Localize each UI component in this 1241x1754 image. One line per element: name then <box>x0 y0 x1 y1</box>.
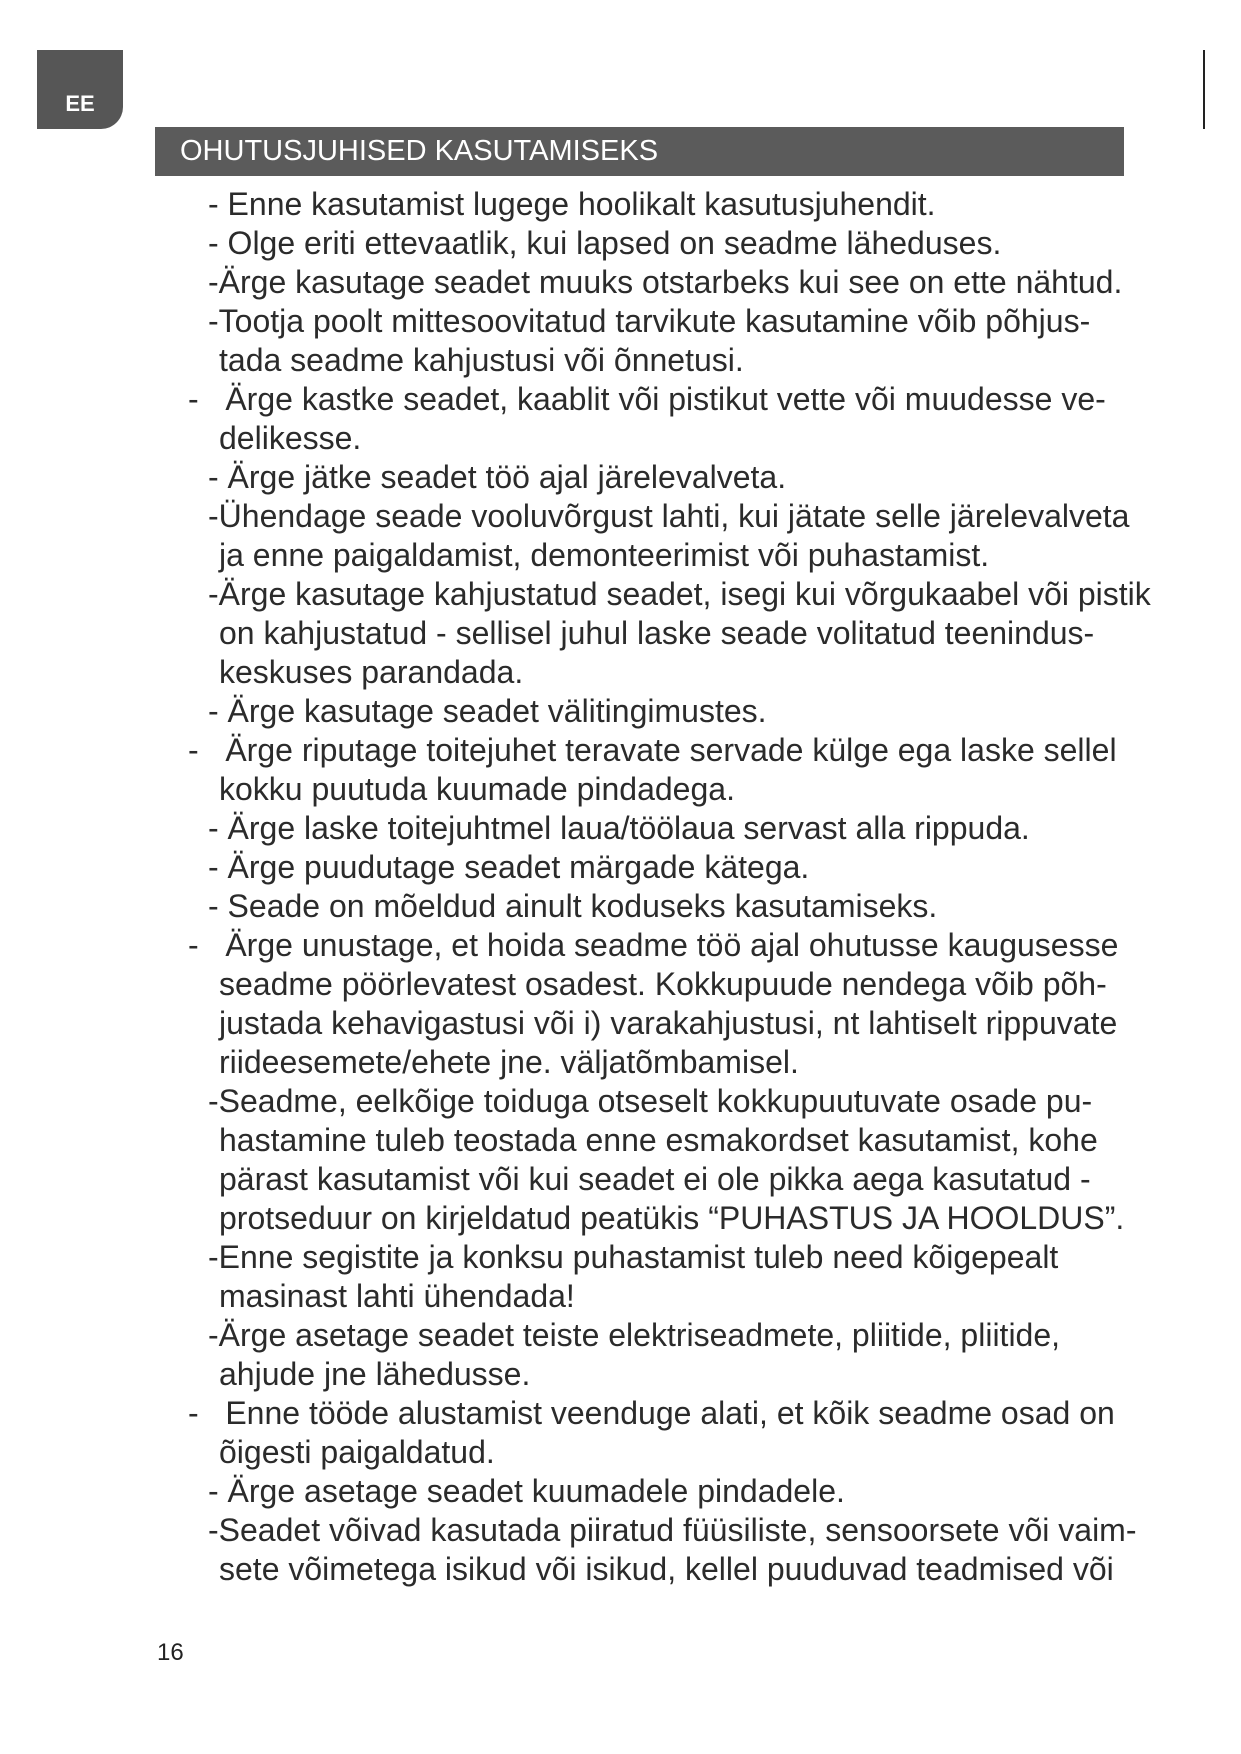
margin-rule <box>1203 50 1205 129</box>
instruction-line: - Ärge riputage toitejuhet teravate servade külge ega laske sellel <box>188 732 1117 768</box>
instruction-line: - Ärge unustage, et hoida seadme töö ajal ohutusse kaugusesse <box>188 927 1119 963</box>
instruction-line: - Enne kasutamist lugege hoolikalt kasutusjuhendit. <box>208 186 936 222</box>
instruction-line: delikesse. <box>219 420 362 456</box>
section-header <box>155 127 1124 176</box>
instructions-body <box>0 185 1241 1589</box>
instruction-line: seadme pöörlevatest osadest. Kokkupuude nendega võib põh- <box>219 966 1107 1002</box>
instruction-line: -Tootja poolt mittesoovitatud tarvikute kasutamine võib põhjus- <box>208 303 1091 339</box>
instruction-line: - Ärge kasutage seadet välitingimustes. <box>208 693 767 729</box>
instruction-line: ahjude jne lähedusse. <box>219 1356 531 1392</box>
instruction-line: on kahjustatud - sellisel juhul laske seade volitatud teenindus- <box>219 615 1095 651</box>
instruction-line: masinast lahti ühendada! <box>219 1278 575 1314</box>
instruction-line: -Seadme, eelkõige toiduga otseselt kokkupuutuvate osade pu- <box>208 1083 1093 1119</box>
instruction-line: protseduur on kirjeldatud peatükis “PUHASTUS JA HOOLDUS”. <box>219 1200 1125 1236</box>
instruction-line: riideesemete/ehete jne. väljatõmbamisel. <box>219 1044 799 1080</box>
instruction-line: -Ärge kasutage kahjustatud seadet, isegi kui võrgukaabel või pistik <box>208 576 1151 612</box>
page-number: 16 <box>157 1639 184 1666</box>
instruction-line: keskuses parandada. <box>219 654 524 690</box>
instruction-line: pärast kasutamist või kui seadet ei ole pikka aega kasutatud - <box>219 1161 1091 1197</box>
section-title: OHUTUSJUHISED KASUTAMISEKS <box>180 135 659 167</box>
instruction-line: õigesti paigaldatud. <box>219 1434 495 1470</box>
instruction-line: -Enne segistite ja konksu puhastamist tuleb need kõigepealt <box>208 1239 1059 1275</box>
instruction-line: -Seadet võivad kasutada piiratud füüsiliste, sensoorsete või vaim- <box>208 1512 1137 1548</box>
instruction-line: - Ärge kastke seadet, kaablit või pistikut vette või muudesse ve- <box>188 381 1106 417</box>
instruction-line: -Ärge kasutage seadet muuks otstarbeks kui see on ette nähtud. <box>208 264 1123 300</box>
instruction-line: -Ühendage seade vooluvõrgust lahti, kui jätate selle järelevalveta <box>208 498 1130 534</box>
instruction-line: - Olge eriti ettevaatlik, kui lapsed on seadme läheduses. <box>208 225 1002 261</box>
instruction-line: justada kehavigastusi või i) varakahjustusi, nt lahtiselt rippuvate <box>219 1005 1118 1041</box>
instruction-line: sete võimetega isikud või isikud, kellel puuduvad teadmised või <box>219 1551 1114 1587</box>
instruction-line: - Seade on mõeldud ainult koduseks kasutamiseks. <box>208 888 938 924</box>
instruction-line: - Enne tööde alustamist veenduge alati, et kõik seadme osad on <box>188 1395 1115 1431</box>
instruction-line: -Ärge asetage seadet teiste elektriseadmete, pliitide, pliitide, <box>208 1317 1061 1353</box>
instruction-line: - Ärge asetage seadet kuumadele pindadele. <box>208 1473 845 1509</box>
instruction-line: hastamine tuleb teostada enne esmakordset kasutamist, kohe <box>219 1122 1098 1158</box>
instruction-line: tada seadme kahjustusi või õnnetusi. <box>219 342 744 378</box>
instruction-line: kokku puutuda kuumade pindadega. <box>219 771 735 807</box>
language-tab-label: EE <box>65 91 95 116</box>
instruction-line: - Ärge jätke seadet töö ajal järelevalveta. <box>208 459 787 495</box>
instruction-line: - Ärge puudutage seadet märgade kätega. <box>208 849 810 885</box>
instruction-line: ja enne paigaldamist, demonteerimist või puhastamist. <box>219 537 990 573</box>
language-tab <box>37 50 123 129</box>
instruction-line: - Ärge laske toitejuhtmel laua/töölaua servast alla rippuda. <box>208 810 1030 846</box>
